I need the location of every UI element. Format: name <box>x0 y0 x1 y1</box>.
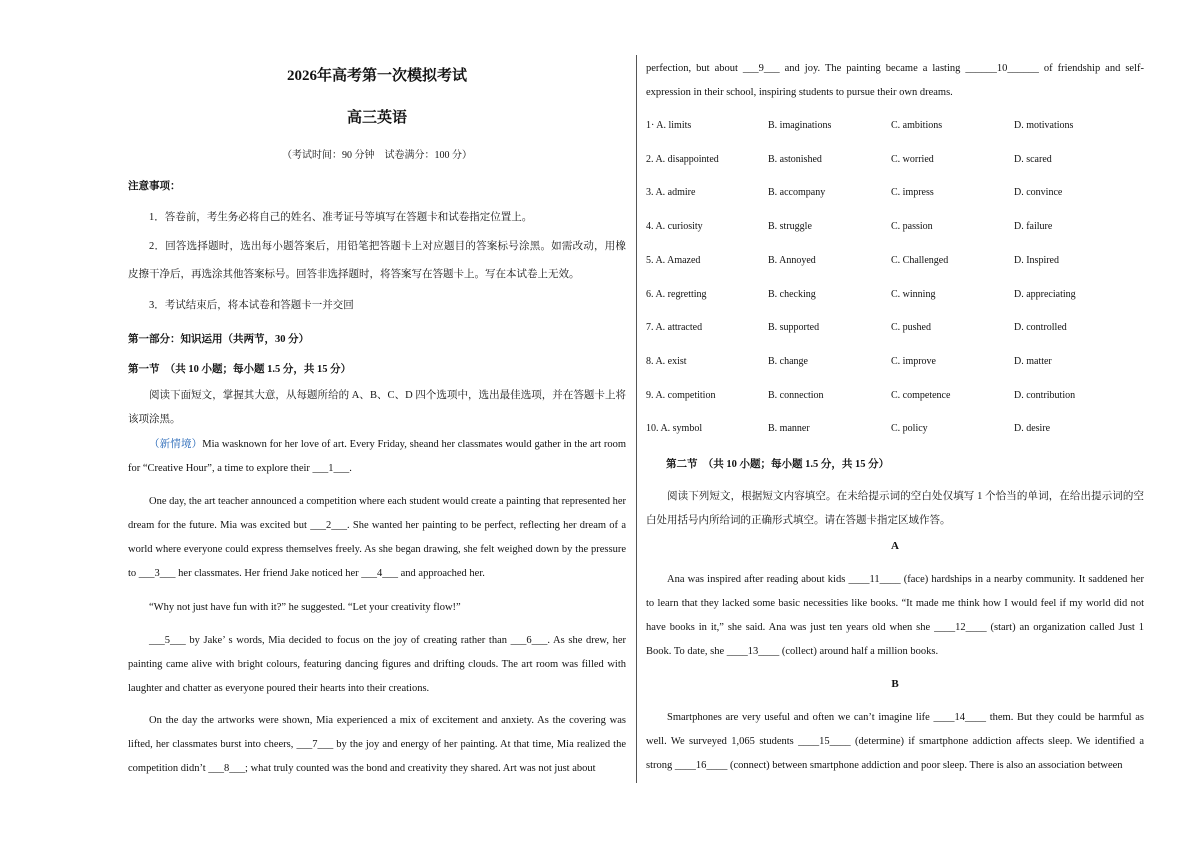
section2-heading: 第二节 （共 10 小题；每小题 1.5 分，共 15 分） <box>666 459 890 470</box>
option-a: 4. A. curiosity <box>646 221 703 233</box>
option-row <box>646 187 1144 201</box>
option-row <box>646 356 1144 370</box>
option-c: C. worried <box>891 153 934 165</box>
passage-paragraph-1: （新情境）Mia wasknown for her love of art. Every Friday, sheand her classmates would gather in the art room for “Creative Hour”, a time to explore their ___1___. <box>128 439 626 474</box>
option-c: C. improve <box>891 355 936 367</box>
option-a: 3. A. admire <box>646 187 696 199</box>
option-a: 7. A. attracted <box>646 322 703 334</box>
option-b: B. Annoyed <box>768 254 816 266</box>
option-row <box>646 154 1144 168</box>
passage-paragraph-5-continued: perfection, but about ___9___ and joy. The painting became a lasting ______10______ of friendship and self-expression in their school, inspiring students to pursue their own dreams. <box>646 63 1144 98</box>
option-d: D. Inspired <box>1014 254 1059 266</box>
option-d: D. controlled <box>1014 322 1067 334</box>
section2-instruction: 阅读下列短文，根据短文内容填空。在未给提示词的空白处仅填写 1 个恰当的单词，在给出提示词的空白处用括号内所给词的正确形式填空。请在答题卡指定区域作答。 <box>646 491 1144 526</box>
option-b: B. imaginations <box>768 120 832 131</box>
passage-a: Ana was inspired after reading about kids ____11____ (face) hardships in a nearby community. It saddened her to learn that they lacked some basic necessities like books. “It made me think how I would feel if my world did not have books in it,” she said. Ana was just ten years old when she ____12____ (start) an organization called Just 1 Book. To date, she ____13____ (collect) around half a million books. <box>646 574 1144 657</box>
option-b: B. struggle <box>768 221 812 233</box>
option-b: B. accompany <box>768 187 826 199</box>
option-d: D. convince <box>1014 187 1063 199</box>
section1-instruction: 阅读下面短文，掌握其大意，从每题所给的 A、B、C、D 四个选项中，选出最佳选项，并在答题卡上将该项涂黑。 <box>128 390 626 425</box>
passage-b: Smartphones are very useful and often we can’t imagine life ____14____ them. But they could be harmful as well. We surveyed 1,065 students ____15____ (determine) if smartphone addiction affects sleep. We identified a strong ____16____ (connect) between smartphone addiction and poor sleep. There is also an association between <box>646 712 1144 771</box>
option-row <box>646 423 1144 437</box>
option-b: B. manner <box>768 423 810 435</box>
option-c: C. Challenged <box>891 254 949 266</box>
option-b: B. connection <box>768 389 824 401</box>
option-c: C. impress <box>891 187 934 199</box>
option-d: D. scared <box>1014 153 1052 165</box>
option-c: C. passion <box>891 221 933 233</box>
option-row <box>646 255 1144 269</box>
notice-heading: 注意事项： <box>128 181 181 192</box>
option-b: B. supported <box>768 322 820 334</box>
option-a: 9. A. competition <box>646 389 716 401</box>
option-b: B. checking <box>768 288 816 300</box>
option-c: C. policy <box>891 423 928 435</box>
option-row <box>646 221 1144 235</box>
option-row <box>646 120 1144 134</box>
column-divider <box>636 55 637 783</box>
option-a: 5. A. Amazed <box>646 254 701 266</box>
notice-item-2: 2．回答选择题时，选出每小题答案后，用铅笔把答题卡上对应题目的答案标号涂黑。如需改动，用橡皮擦干净后，再选涂其他答案标号。回答非选择题时，将答案写在答题卡上。写在本试卷上无效。 <box>128 241 626 280</box>
option-row <box>646 390 1144 404</box>
passage-a-label: A <box>891 540 899 552</box>
option-d: D. appreciating <box>1014 288 1076 300</box>
passage-tag: （新情境） <box>149 439 203 450</box>
option-d: D. contribution <box>1014 389 1076 401</box>
passage-b-label: B <box>891 678 899 690</box>
part1-heading: 第一部分：知识运用（共两节，30 分） <box>128 334 310 345</box>
option-b: B. astonished <box>768 153 822 165</box>
exam-info: （考试时间：90 分钟 试卷满分：100 分） <box>282 150 472 161</box>
option-a: 6. A. regretting <box>646 288 707 300</box>
option-a: 10. A. symbol <box>646 423 703 435</box>
option-row <box>646 289 1144 303</box>
option-c: C. competence <box>891 389 951 401</box>
option-c: C. ambitions <box>891 120 943 131</box>
option-d: D. failure <box>1014 221 1053 233</box>
passage-paragraph-4: ___5___ by Jake’ s words, Mia decided to focus on the joy of creating rather than ___6___. As she drew, her painting came alive with bright colours, featuring dancing figures and drifting clouds. The art room was filled with laughter and chatter as everyone poured their hearts into their creations. <box>128 635 626 694</box>
option-d: D. matter <box>1014 355 1052 367</box>
option-row <box>646 322 1144 336</box>
exam-subject: 高三英语 <box>346 110 407 126</box>
option-a: 1· A. limits <box>646 120 692 131</box>
exam-title: 2026年高考第一次模拟考试 <box>286 68 467 84</box>
passage-paragraph-2: One day, the art teacher announced a competition where each student would create a painting that represented her dream for the future. Mia was excited but ___2___. She wanted her painting to be perfect, reflecting her dream of a world where everyone could express themselves freely. As she began drawing, she felt weighed down by the pressure to ___3___ her classmates. Her friend Jake noticed her ___4___ and approached her. <box>128 496 626 579</box>
option-a: 2. A. disappointed <box>646 153 719 165</box>
section1-heading: 第一节 （共 10 小题；每小题 1.5 分，共 15 分） <box>128 364 352 375</box>
option-a: 8. A. exist <box>646 355 687 367</box>
option-d: D. motivations <box>1014 120 1074 131</box>
notice-item-3: 3．考试结束后，将本试卷和答题卡一并交回 <box>149 300 354 311</box>
option-d: D. desire <box>1014 423 1051 435</box>
option-c: C. pushed <box>891 322 931 334</box>
passage-paragraph-3: “Why not just have fun with it?” he suggested. “Let your creativity flow!” <box>149 602 461 613</box>
option-b: B. change <box>768 355 808 367</box>
passage-paragraph-5: On the day the artworks were shown, Mia experienced a mix of excitement and anxiety. As the covering was lifted, her classmates burst into cheers, ___7___ by the joy and energy of her painting. At that time, Mia realized the competition didn’t ___8___; what truly counted was the bond and creativity they shared. Art was not just about <box>128 715 626 774</box>
notice-item-1: 1．答卷前，考生务必将自己的姓名、准考证号等填写在答题卡和试卷指定位置上。 <box>149 212 533 223</box>
option-c: C. winning <box>891 288 936 300</box>
